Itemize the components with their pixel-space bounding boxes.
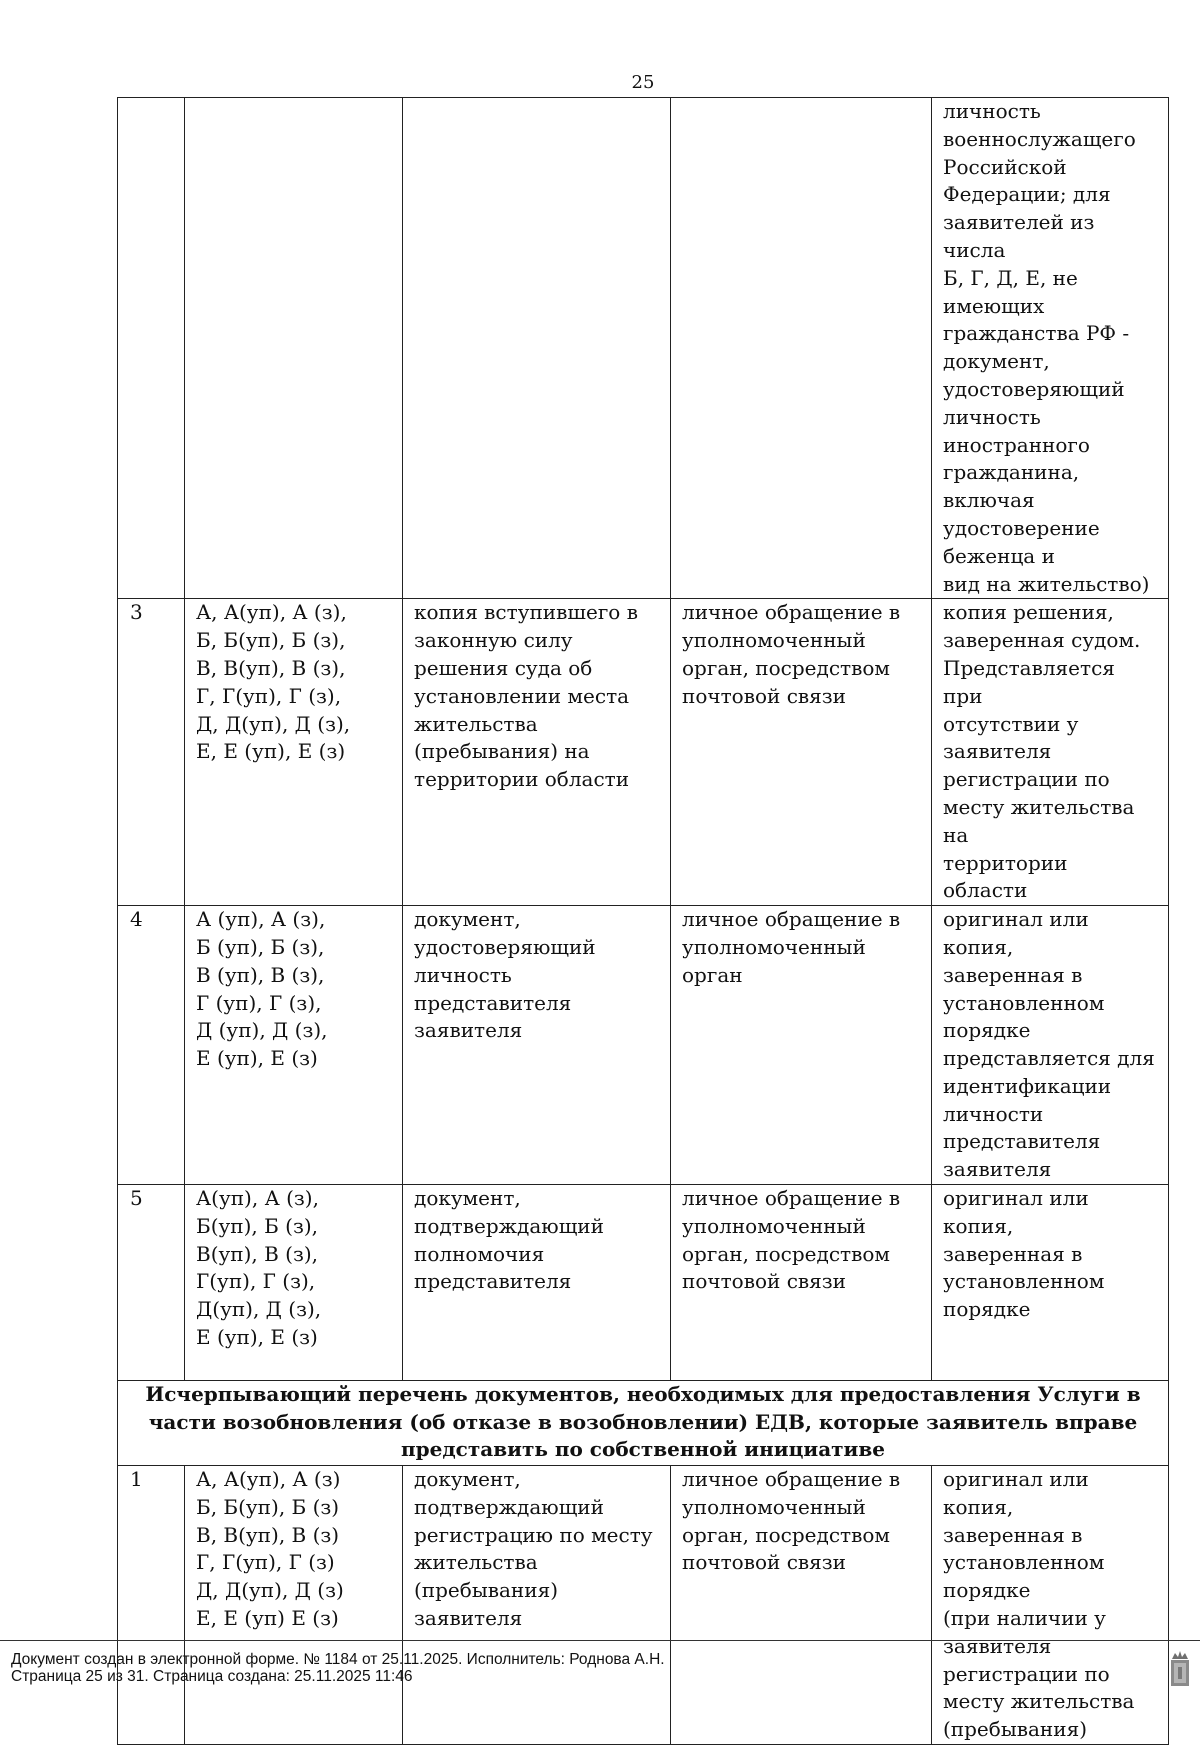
document-footer xyxy=(0,1640,1200,1685)
document-form-cell: оригинал или копия, заверенная в установленном порядке представляется для идентификации личности представителя заявителя xyxy=(932,906,1169,1185)
document-form-cell: оригинал или копия, заверенная в установленном порядке xyxy=(932,1185,1169,1381)
document-name-cell: документ, подтверждающий полномочия представителя xyxy=(403,1185,671,1381)
applicant-categories-cell: А (уп), А (з), Б (уп), Б (з), В (уп), В (з), Г (уп), Г (з), Д (уп), Д (з), Е (уп), Е (з) xyxy=(185,906,403,1185)
row-number-cell: 3 xyxy=(118,599,185,906)
submission-method-cell xyxy=(671,98,932,599)
table-row xyxy=(118,98,1169,599)
row-number-cell xyxy=(118,98,185,599)
footer-text xyxy=(11,1651,665,1685)
table-row xyxy=(118,906,1169,1185)
document-form-cell: личность военнослужащего Российской Федерации; для заявителей из числа Б, Г, Д, Е, не имеющих гражданства РФ - документ, удостоверяющий личность иностранного гражданина, включая удостоверение беженца и вид на жительство) xyxy=(932,98,1169,599)
document-name-cell xyxy=(403,98,671,599)
section-header-row xyxy=(118,1381,1169,1466)
row-number-cell: 5 xyxy=(118,1185,185,1381)
footer-line-1: Документ создан в электронной форме. № 1184 от 25.11.2025. Исполнитель: Роднова А.Н. xyxy=(11,1651,665,1668)
submission-method-cell: личное обращение в уполномоченный орган, посредством почтовой связи xyxy=(671,1185,932,1381)
submission-method-cell: личное обращение в уполномоченный орган, посредством почтовой связи xyxy=(671,599,932,906)
applicant-categories-cell: А(уп), А (з), Б(уп), Б (з), В(уп), В (з), Г(уп), Г (з), Д(уп), Д (з), Е (уп), Е (з) xyxy=(185,1185,403,1381)
document-name-cell: документ, подтверждающий регистрацию по месту жительства (пребывания) заявителя xyxy=(403,1466,671,1745)
emblem-icon xyxy=(1168,1650,1192,1688)
applicant-categories-cell xyxy=(185,98,403,599)
footer-line-2: Страница 25 из 31. Страница создана: 25.11.2025 11:46 xyxy=(11,1668,413,1685)
page-number: 25 xyxy=(631,72,655,93)
table-row xyxy=(118,1185,1169,1381)
row-number-cell: 1 xyxy=(118,1466,185,1745)
applicant-categories-cell: А, А(уп), А (з) Б, Б(уп), Б (з) В, В(уп), В (з) Г, Г(уп), Г (з) Д, Д(уп), Д (з) Е, Е (уп) Е (з) xyxy=(185,1466,403,1745)
document-form-cell: копия решения, заверенная судом. Представляется при отсутствии у заявителя регистрации по месту жительства на территории области xyxy=(932,599,1169,906)
row-number-cell: 4 xyxy=(118,906,185,1185)
document-name-cell: копия вступившего в законную силу решения суда об установлении места жительства (пребывания) на территории области xyxy=(403,599,671,906)
document-form-cell: оригинал или копия, заверенная в установленном порядке (при наличии у заявителя регистрации по месту жительства (пребывания) xyxy=(932,1466,1169,1745)
document-name-cell: документ, удостоверяющий личность представителя заявителя xyxy=(403,906,671,1185)
table-row xyxy=(118,1466,1169,1745)
section-heading: Исчерпывающий перечень документов, необходимых для предоставления Услуги в части возобновления (об отказе в возобновлении) ЕДВ, которые заявитель вправе представить по собственной инициативе xyxy=(118,1381,1169,1466)
submission-method-cell: личное обращение в уполномоченный орган, посредством почтовой связи xyxy=(671,1466,932,1745)
table-row xyxy=(118,599,1169,906)
documents-table xyxy=(117,97,1169,1745)
applicant-categories-cell: А, А(уп), А (з), Б, Б(уп), Б (з), В, В(уп), В (з), Г, Г(уп), Г (з), Д, Д(уп), Д (з), Е, Е (уп), Е (з) xyxy=(185,599,403,906)
submission-method-cell: личное обращение в уполномоченный орган xyxy=(671,906,932,1185)
